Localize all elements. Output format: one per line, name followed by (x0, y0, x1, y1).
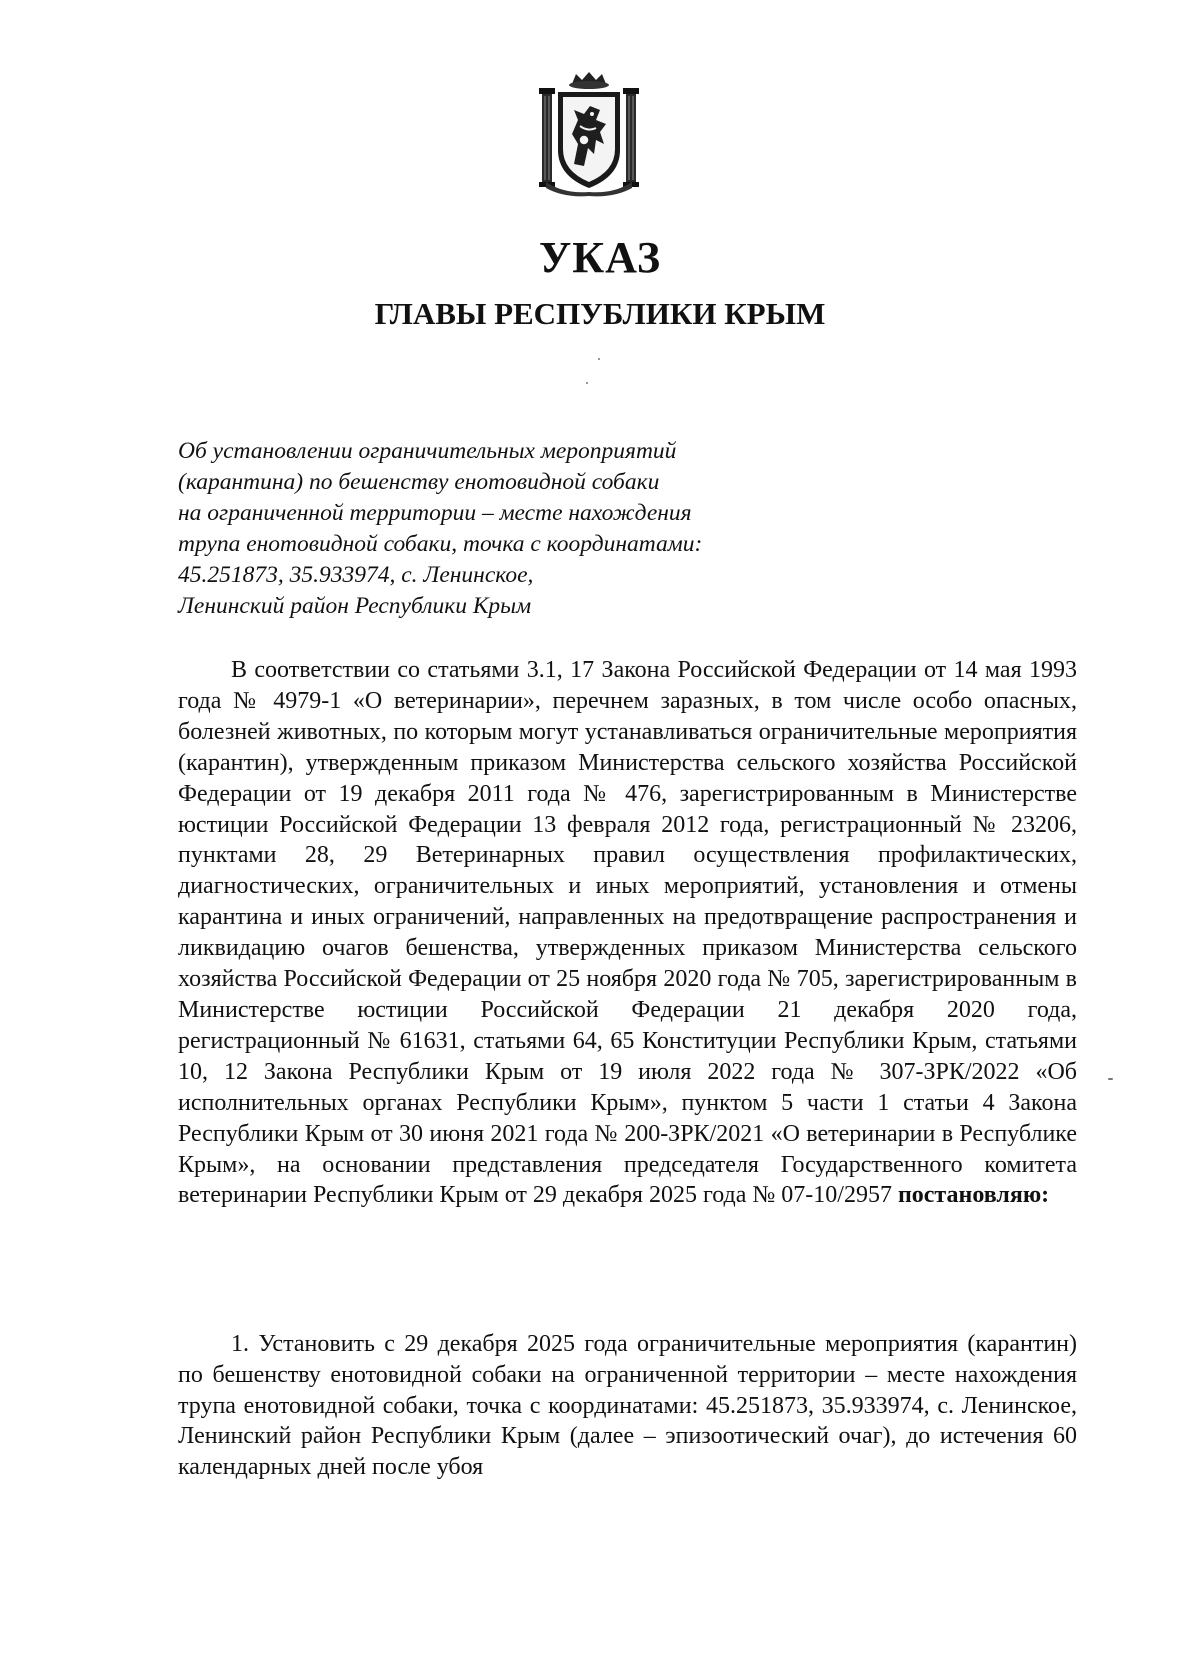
scan-speck (586, 382, 588, 384)
document-subtitle: ГЛАВЫ РЕСПУБЛИКИ КРЫМ (374, 296, 826, 331)
decree-item-1: 1. Установить с 29 декабря 2025 года ограничительные мероприятия (карантин) по бешенству енотовидной собаки на ограниченной территории – месте нахождения трупа енотовидной собаки, точка с координатами: 45.251873, 35.933974, с. Ленинское, Ленинский район Республики Крым (далее – эпизоотический очаг), до истечения 60 календарных дней после убоя (178, 1331, 1077, 1481)
subject-line: на ограниченной территории – месте нахождения (178, 500, 692, 526)
document-title: УКАЗ (538, 233, 662, 282)
scan-speck (1108, 1078, 1113, 1080)
decree-word: постановляю: (897, 1182, 1050, 1209)
document-subject (178, 436, 818, 622)
subject-line: (карантина) по бешенству енотовидной собаки (178, 469, 660, 495)
subject-line: Об установлении ограничительных мероприятий (178, 438, 677, 464)
subject-line: Ленинский район Республики Крым (178, 593, 532, 619)
crimea-coat-of-arms-icon (534, 70, 644, 198)
preamble-paragraph (178, 655, 1077, 1211)
subject-line: 45.251873, 35.933974, с. Ленинское, (178, 562, 534, 588)
preamble-text: В соответствии со статьями 3.1, 17 Закона Российской Федерации от 14 мая 1993 года № 4979-1 «О ветеринарии», перечнем заразных, в том числе особо опасных, болезней животных, по которым могут устанавливаться ограничительные мероприятия (карантин), утвержденным приказом Министерства сельского хозяйства Российской Федерации от 19 декабря 2011 года № 476, зарегистрированным в Министерстве юстиции Российской Федерации 13 февраля 2012 года, регистрационный № 23206, пунктами 28, 29 Ветеринарных правил осуществления профилактических, диагностических, ограничительных и иных мероприятий, установления и отмены карантина и иных ограничений, направленных на предотвращение распространения и ликвидацию очагов бешенства, утвержденных приказом Министерства сельского хозяйства Российской Федерации от 25 ноября 2020 года № 705, зарегистрированным в Министерстве юстиции Российской Федерации 21 декабря 2020 года, регистрационный № 61631, статьями 64, 65 Конституции Республики Крым, статьями 10, 12 Закона Республики Крым от 19 июля 2022 года № 307-ЗРК/2022 «Об исполнительных органах Республики Крым», пунктом 5 части 1 статьи 4 Закона Республики Крым от 30 июня 2021 года № 200-ЗРК/2021 «О ветеринарии в Республике Крым», на основании представления председателя Государственного комитета ветеринарии Республики Крым от 29 декабря 2025 года № 07-10/2957 (178, 657, 1077, 1209)
subject-line: трупа енотовидной собаки, точка с координатами: (178, 531, 703, 557)
scan-speck (598, 358, 600, 360)
